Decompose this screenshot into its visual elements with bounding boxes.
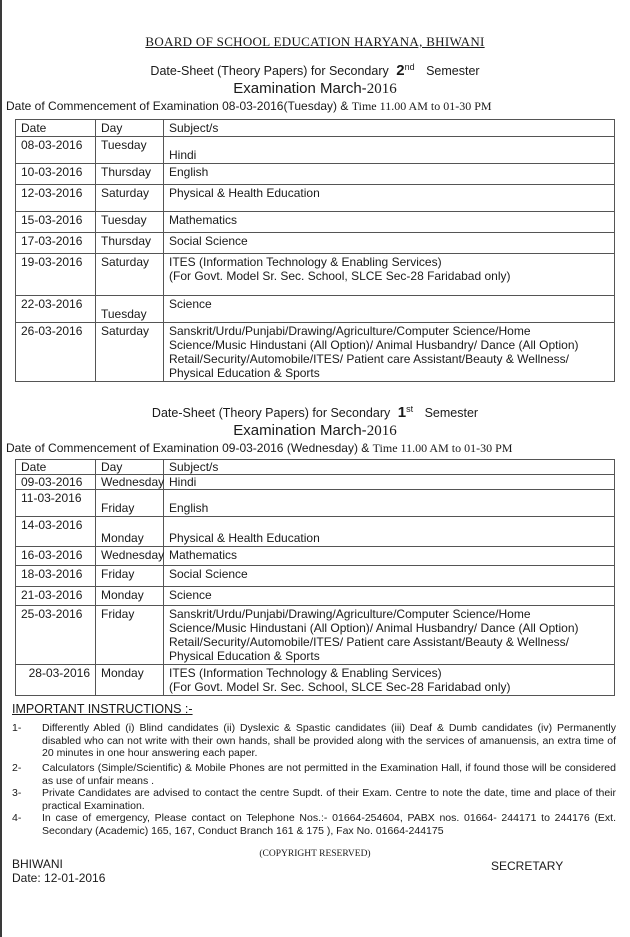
table-row	[16, 164, 615, 185]
header-subject: Subject/s	[164, 120, 615, 137]
instruction-number: 4-	[12, 812, 22, 824]
signatory: SECRETARY	[491, 859, 564, 873]
instruction-text: Private Candidates are advised to contact the centre Supdt. of their Exam. Centre to note the date, time and place of their practical Examination.	[42, 787, 616, 812]
row-day: Friday	[96, 566, 164, 587]
row-day: Wednesday	[96, 547, 164, 566]
row-date: 16-03-2016	[16, 547, 96, 566]
row-date: 08-03-2016	[16, 137, 96, 164]
row-subject	[164, 254, 615, 296]
table-row	[16, 490, 615, 517]
table-row	[16, 185, 615, 212]
row-subject-note: (For Govt. Model Sr. Sec. School, SLCE Sec-28 Faridabad only)	[169, 680, 511, 694]
schedule-table-2nd-semester	[15, 119, 615, 382]
table-row	[16, 606, 615, 665]
row-date: 22-03-2016	[16, 296, 96, 323]
row-day: Friday	[96, 490, 164, 517]
board-title: BOARD OF SCHOOL EDUCATION HARYANA, BHIWANI	[145, 34, 485, 49]
row-date: 26-03-2016	[16, 323, 96, 382]
page-edge	[0, 0, 2, 937]
row-subject: Physical & Health Education	[164, 517, 615, 547]
place-name: BHIWANI	[12, 857, 63, 871]
row-date: 12-03-2016	[16, 185, 96, 212]
table-row	[16, 547, 615, 566]
instruction-item	[12, 762, 616, 787]
row-subject: English	[164, 164, 615, 185]
row-subject: Physical & Health Education	[164, 185, 615, 212]
row-day: Thursday	[96, 233, 164, 254]
row-day: Saturday	[96, 323, 164, 382]
row-day: Friday	[96, 606, 164, 665]
row-day: Tuesday	[96, 296, 164, 323]
row-day: Thursday	[96, 164, 164, 185]
row-subject: Mathematics	[164, 212, 615, 233]
table-header-row	[16, 120, 615, 137]
datesheet-title-2nd-semester: Date-Sheet (Theory Papers) for Secondary 2nd Semester	[150, 62, 480, 80]
row-day: Monday	[96, 665, 164, 696]
row-subject: Hindi	[164, 137, 615, 164]
instruction-item	[12, 722, 616, 760]
table-row	[16, 665, 615, 696]
row-day: Saturday	[96, 185, 164, 212]
row-subject: Science	[164, 587, 615, 606]
exam-title-1st-semester: Examination March-2016	[233, 422, 397, 439]
row-date: 11-03-2016	[16, 490, 96, 517]
row-day: Tuesday	[96, 212, 164, 233]
schedule-table-1st-semester	[15, 459, 615, 696]
header-day: Day	[96, 460, 164, 475]
instruction-item	[12, 812, 616, 837]
row-subject: Social Science	[164, 233, 615, 254]
row-subject: Sanskrit/Urdu/Punjabi/Drawing/Agriculture/Computer Science/Home Science/Music Hindustani (All Option)/ Animal Husbandry/ Dance (All Option) Retail/Security/Automobile/ITES/ Patient care Assistant/Beauty & Wellness/ Physical Education & Sports	[164, 323, 615, 382]
instruction-text: Differently Abled (i) Blind candidates (ii) Dyslexic & Spastic candidates (iii) Deaf & Dumb candidates (iv) Permanently disabled who can not write with their own hands, shall be provided along with the services of amanuensis, an extra time of 20 minutes in one hour answering each paper.	[42, 722, 616, 759]
row-date: 25-03-2016	[16, 606, 96, 665]
table-row	[16, 233, 615, 254]
row-subject: Social Science	[164, 566, 615, 587]
row-subject-main: ITES (Information Technology & Enabling Services)	[169, 666, 442, 680]
instructions-heading: IMPORTANT INSTRUCTIONS :-	[12, 702, 193, 716]
instruction-text: Calculators (Simple/Scientific) & Mobile Phones are not permitted in the Examination Hall, if found those will be considered as use of unfair means .	[42, 762, 616, 787]
table-row	[16, 566, 615, 587]
instruction-number: 1-	[12, 722, 22, 734]
table-row	[16, 254, 615, 296]
row-subject-main: ITES (Information Technology & Enabling Services)	[169, 255, 442, 269]
row-subject: Science	[164, 296, 615, 323]
row-subject: Mathematics	[164, 547, 615, 566]
header-date: Date	[16, 120, 96, 137]
row-date: 14-03-2016	[16, 517, 96, 547]
row-subject: Sanskrit/Urdu/Punjabi/Drawing/Agriculture/Computer Science/Home Science/Music Hindustani (All Option)/ Animal Husbandry/ Dance (All Option) Retail/Security/Automobile/ITES/ Patient care Assistant/Beauty & Wellness/ Physical Education & Sports	[164, 606, 615, 665]
row-date: 21-03-2016	[16, 587, 96, 606]
row-day: Monday	[96, 517, 164, 547]
row-date: 18-03-2016	[16, 566, 96, 587]
instruction-number: 2-	[12, 762, 22, 774]
row-date: 15-03-2016	[16, 212, 96, 233]
row-subject	[164, 665, 615, 696]
instruction-number: 3-	[12, 787, 22, 799]
copyright-notice: (COPYRIGHT RESERVED)	[259, 849, 371, 859]
datesheet-title-1st-semester: Date-Sheet (Theory Papers) for Secondary 1st Semester	[151, 404, 479, 422]
instruction-text: In case of emergency, Please contact on Telephone Nos.:- 01664-254604, PABX nos. 01664- 244171 to 244176 (Ext. Secondary (Academic) 165, 167, Conduct Branch 161 & 175 ), Fax No. 01664-244175	[42, 812, 616, 837]
header-day: Day	[96, 120, 164, 137]
table-row	[16, 475, 615, 490]
table-row	[16, 212, 615, 233]
table-row	[16, 323, 615, 382]
table-row	[16, 137, 615, 164]
table-row	[16, 587, 615, 606]
table-header-row	[16, 460, 615, 475]
row-subject: Hindi	[164, 475, 615, 490]
row-date: 19-03-2016	[16, 254, 96, 296]
header-date: Date	[16, 460, 96, 475]
row-subject: English	[164, 490, 615, 517]
exam-title-2nd-semester: Examination March-2016	[233, 80, 397, 97]
commencement-1st-semester: Date of Commencement of Examination 09-03-2016 (Wednesday) & Time 11.00 AM to 01-30 PM	[6, 441, 513, 455]
table-row	[16, 517, 615, 547]
row-day: Tuesday	[96, 137, 164, 164]
row-subject-note: (For Govt. Model Sr. Sec. School, SLCE Sec-28 Faridabad only)	[169, 269, 511, 283]
row-day: Monday	[96, 587, 164, 606]
row-date: 10-03-2016	[16, 164, 96, 185]
row-date: 09-03-2016	[16, 475, 96, 490]
commencement-2nd-semester: Date of Commencement of Examination 08-03-2016(Tuesday) & Time 11.00 AM to 01-30 PM	[6, 99, 492, 113]
instruction-item	[12, 787, 616, 812]
table-row	[16, 296, 615, 323]
row-day: Wednesday	[96, 475, 164, 490]
issue-date: Date: 12-01-2016	[12, 871, 106, 885]
row-day: Saturday	[96, 254, 164, 296]
row-date: 17-03-2016	[16, 233, 96, 254]
row-date: 28-03-2016	[16, 665, 96, 696]
header-subject: Subject/s	[164, 460, 615, 475]
